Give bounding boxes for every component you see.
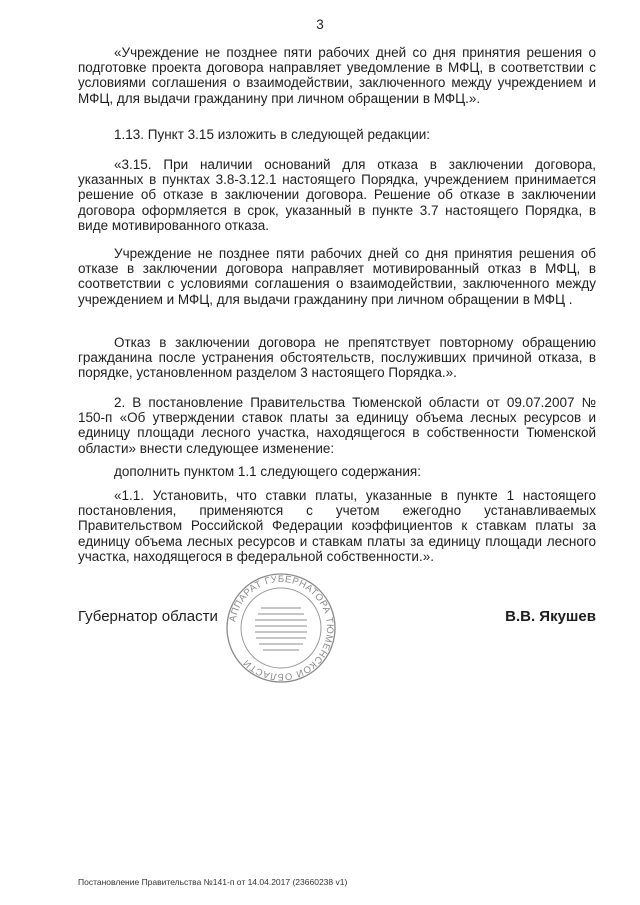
paragraph-3: «3.15. При наличии оснований для отказа в заключении договора, указанных в пунктах 3.8-3.12.1 настоящего Порядка, учреждением принимается решение об отказе в заключении договора. Решение об отказе в заключении договора оформляется в срок, указанный в пункте 3.7 настоящего Порядка, в виде мотивированного отказа. — [78, 157, 596, 233]
official-seal — [225, 572, 337, 684]
paragraph-2: 1.13. Пункт 3.15 изложить в следующей редакции: — [114, 127, 431, 142]
paragraph-1: «Учреждение не позднее пяти рабочих дней со дня принятия решения о подготовке проекта договора направляет уведомление в МФЦ, в соответствии с условиями соглашения о взаимодействии, заключенного между учреждением и МФЦ, для выдачи гражданину при личном обращении в МФЦ.». — [78, 45, 596, 106]
page-number: 3 — [316, 17, 324, 32]
paragraph-5: Отказ в заключении договора не препятствует повторному обращению гражданина после устранения обстоятельств, послуживших причиной отказа, в порядке, установленном разделом 3 настоящего Порядка.». — [78, 335, 596, 381]
signer-title: Губернатор области — [78, 608, 218, 625]
signer-name: В.В. Якушев — [505, 608, 596, 625]
paragraph-7: дополнить пунктом 1.1 следующего содержания: — [114, 464, 421, 479]
paragraph-8: «1.1. Установить, что ставки платы, указанные в пункте 1 настоящего постановления, применяются с учетом ежегодно устанавливаемых Правительством Российской Федерации коэффициентов к ставкам платы за единицу объема лесных ресурсов и ставкам платы за единицу площади лесного участка, находящегося в федеральной собственности.». — [78, 488, 596, 564]
paragraph-4: Учреждение не позднее пяти рабочих дней со дня принятия решения об отказе в заключении договора направляет мотивированный отказ в МФЦ, в соответствии с условиями соглашения о взаимодействии, заключенного между учреждением и МФЦ, для выдачи гражданину при личном обращении в МФЦ . — [78, 246, 596, 307]
svg-text:АППАРАТ ГУБЕРНАТОРА ТЮМЕНСКОЙ: АППАРАТ ГУБЕРНАТОРА ТЮМЕНСКОЙ ОБЛАСТИ — [227, 573, 336, 683]
paragraph-6: 2. В постановление Правительства Тюменской области от 09.07.2007 № 150-п «Об утверждении ставок платы за единицу объема лесных ресурсов и единицу площади лесного участка, находящегося в собственности Тюменской области» внести следующее изменение: — [78, 395, 596, 456]
signature-block — [78, 608, 596, 638]
document-footer: Постановление Правительства №141-п от 14.04.2017 (23660238 v1) — [78, 877, 348, 887]
